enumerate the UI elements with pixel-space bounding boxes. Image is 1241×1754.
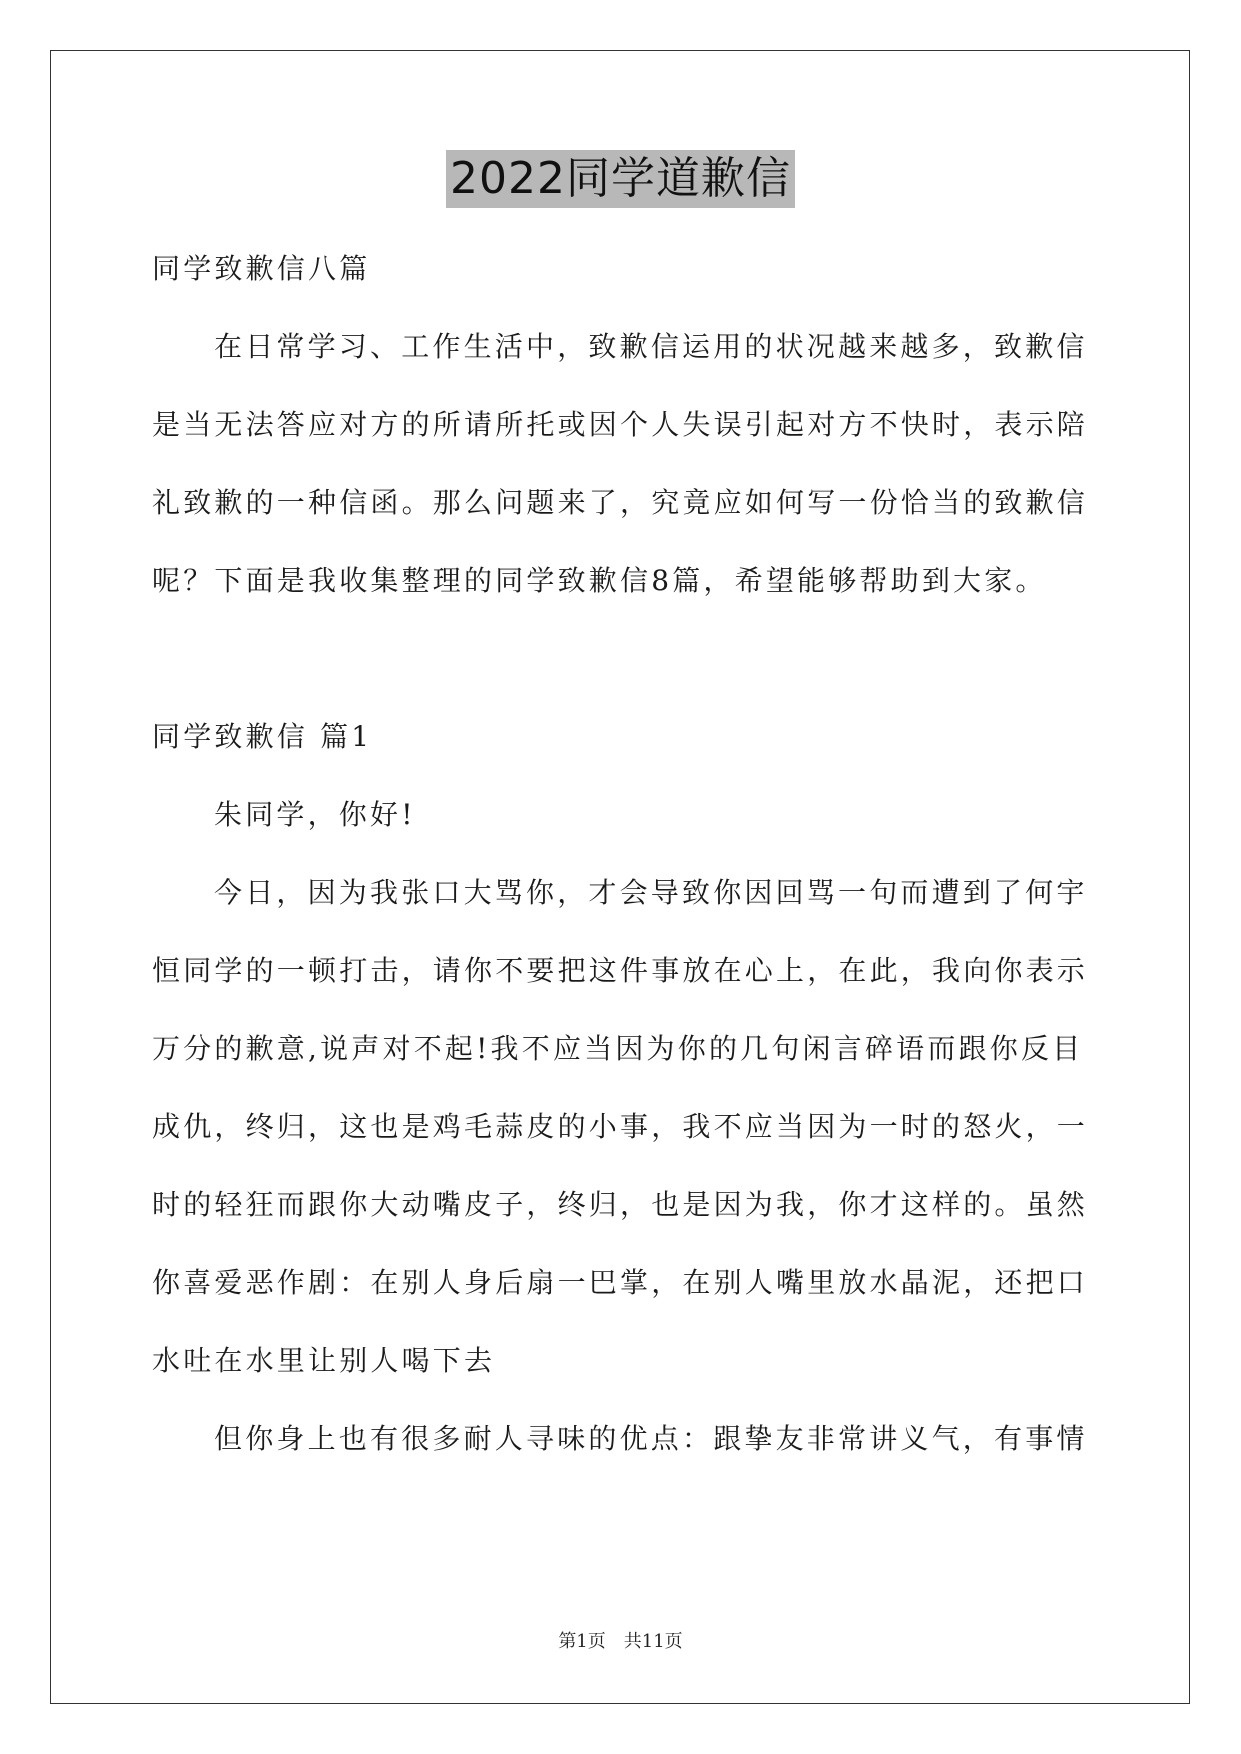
paragraph-line: 呢？下面是我收集整理的同学致歉信8篇，希望能够帮助到大家。 [152,564,1047,597]
paragraph-line: 恒同学的一顿打击，请你不要把这件事放在心上，在此，我向你表示 [152,954,1089,987]
section-heading: 同学致歉信 篇1 [152,720,373,753]
salutation: 朱同学，你好! [214,798,416,831]
paragraph-line: 在日常学习、工作生活中，致歉信运用的状况越来越多，致歉信 [214,330,1088,363]
paragraph-gap [152,620,1088,698]
document-title: 2022同学道歉信 [446,150,795,208]
title-container [0,150,1241,208]
paragraph-line: 礼致歉的一种信函。那么问题来了，究竟应如何写一份恰当的致歉信 [152,486,1089,519]
paragraph-line: 万分的歉意,说声对不起!我不应当因为你的几句闲言碎语而跟你反目 [152,1032,1084,1065]
paragraph-line: 水吐在水里让别人喝下去 [152,1344,496,1377]
section-heading: 同学致歉信八篇 [152,252,371,285]
paragraph-line: 今日，因为我张口大骂你，才会导致你因回骂一句而遭到了何宇 [214,876,1088,909]
document-body [152,230,1088,1478]
paragraph-line: 是当无法答应对方的所请所托或因个人失误引起对方不快时，表示陪 [152,408,1089,441]
page-number: 第1页 共11页 [558,1631,683,1652]
paragraph-line: 时的轻狂而跟你大动嘴皮子，终归，也是因为我，你才这样的。虽然 [152,1188,1089,1221]
paragraph-line: 你喜爱恶作剧：在别人身后扇一巴掌，在别人嘴里放水晶泥，还把口 [152,1266,1089,1299]
page-footer [0,1630,1241,1654]
paragraph-line: 成仇，终归，这也是鸡毛蒜皮的小事，我不应当因为一时的怒火，一 [152,1110,1089,1143]
paragraph-line: 但你身上也有很多耐人寻味的优点：跟挚友非常讲义气，有事情 [214,1422,1088,1455]
